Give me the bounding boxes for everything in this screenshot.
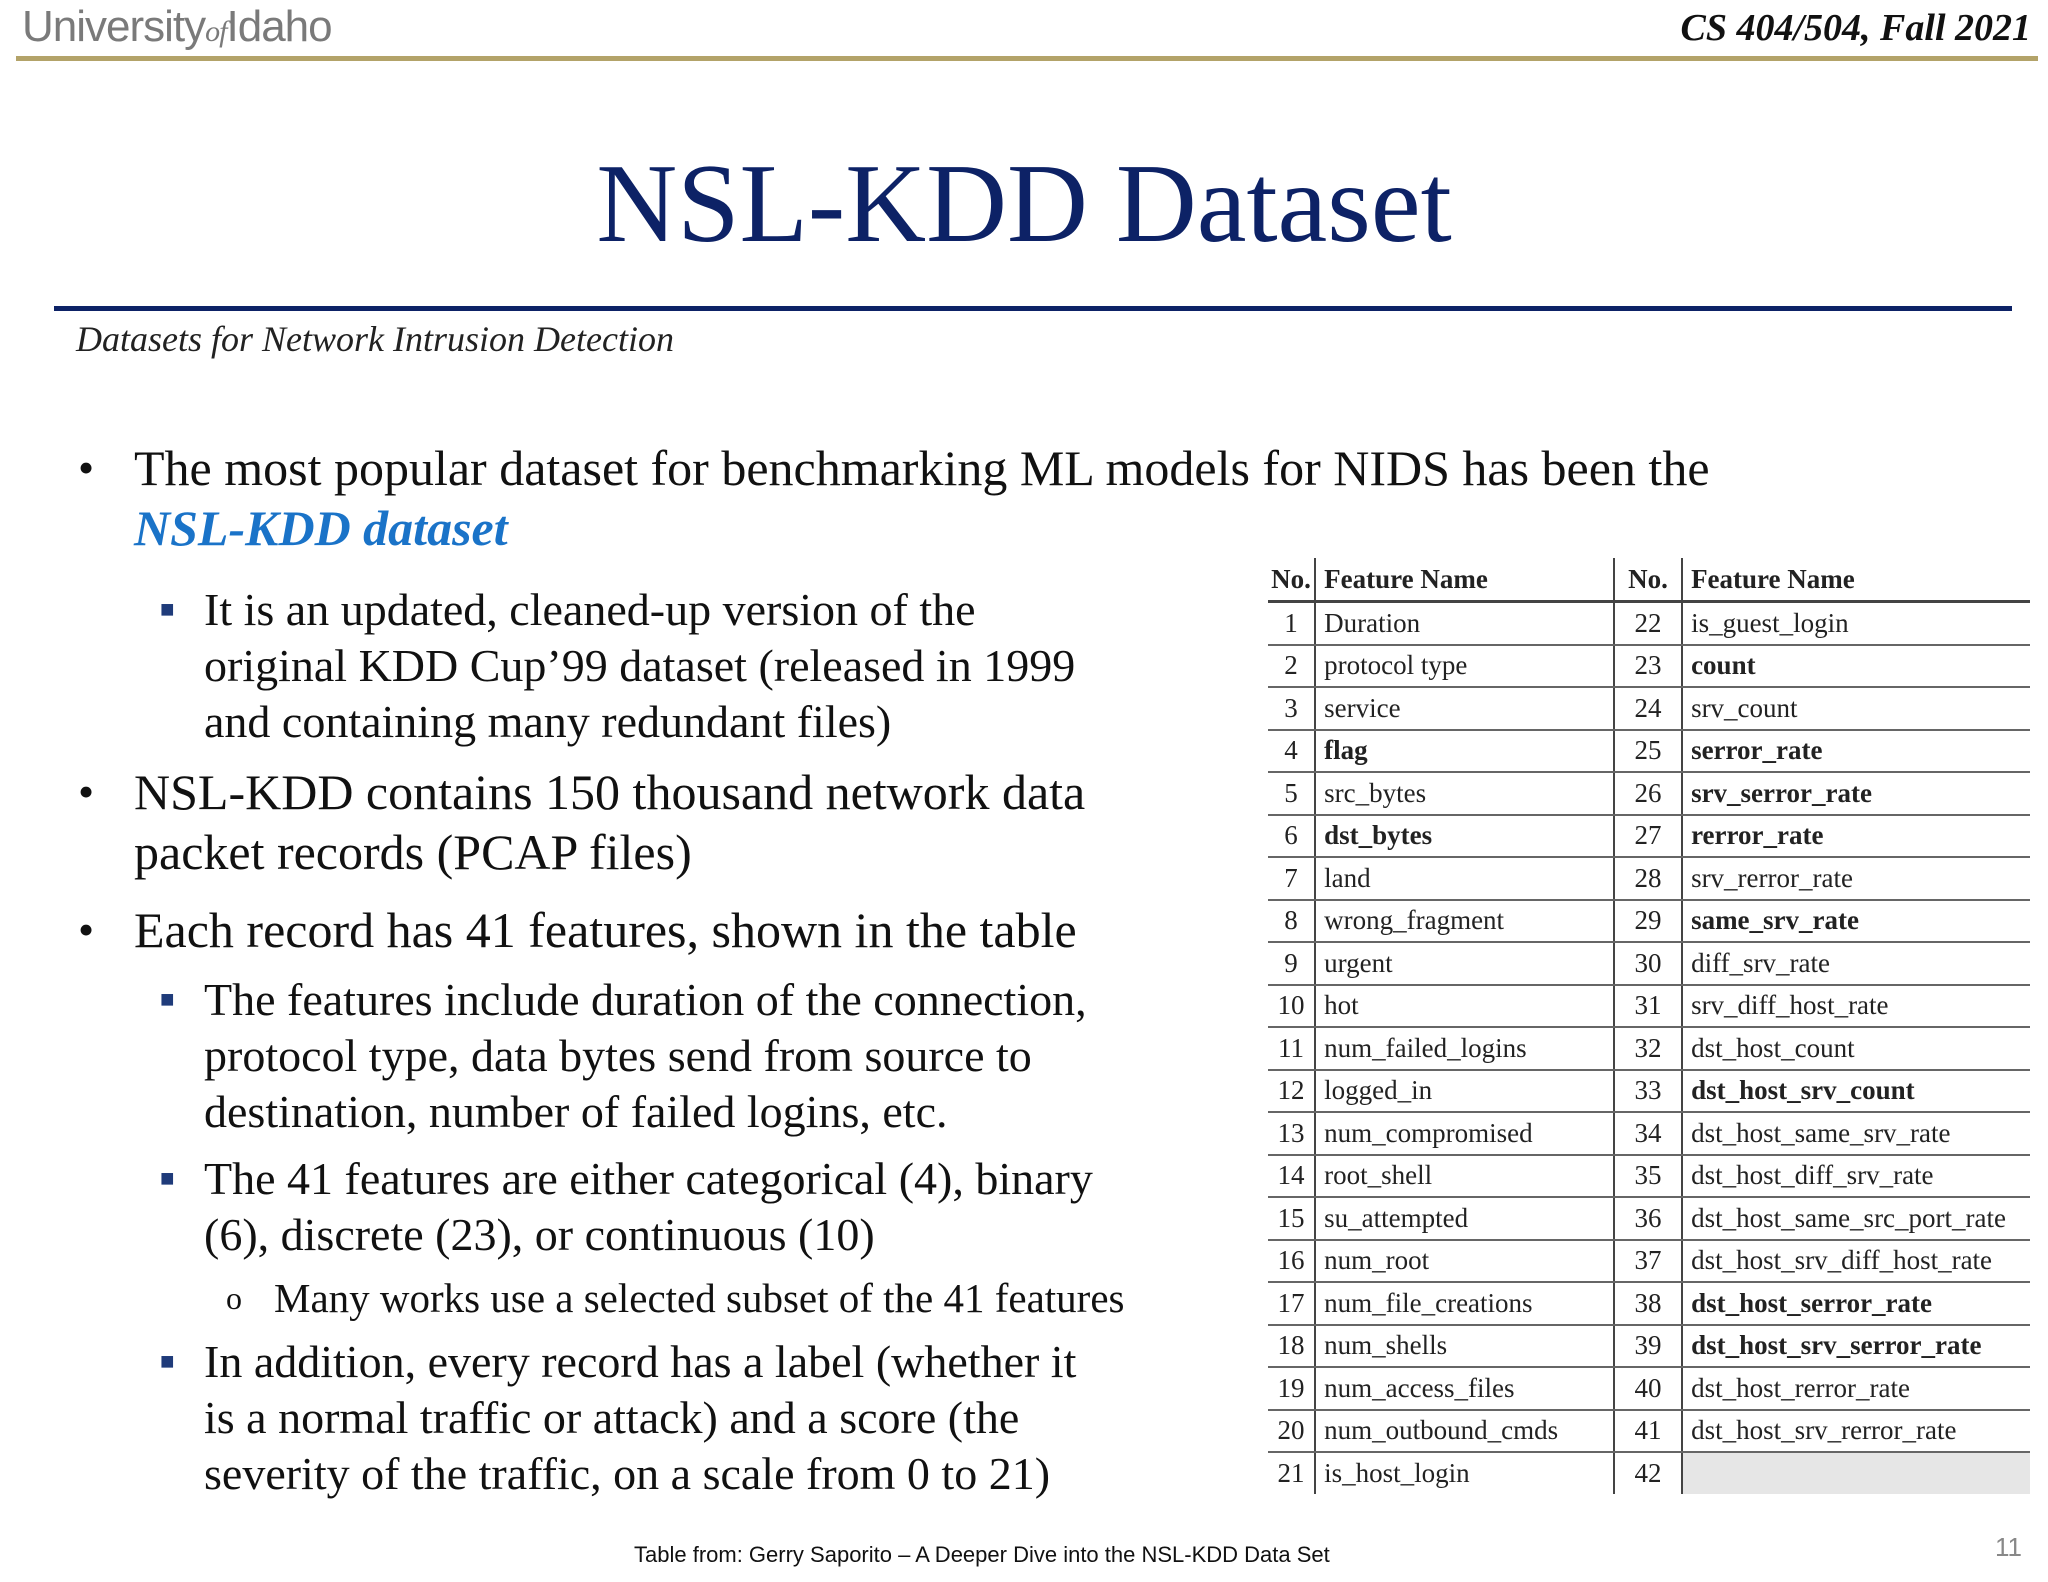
square-bullet-icon: ■ (160, 1166, 175, 1192)
feature-name-cell: rerror_rate (1682, 815, 2030, 858)
feature-name-cell: land (1315, 857, 1614, 900)
feature-number-cell: 15 (1268, 1197, 1315, 1240)
feature-name-cell: dst_host_srv_count (1682, 1070, 2030, 1113)
bullet-line: The 41 features are either categorical (4), binary (204, 1153, 1093, 1204)
feature-name-cell: is_host_login (1315, 1452, 1614, 1494)
feature-name-cell: urgent (1315, 942, 1614, 985)
table-row (1268, 1282, 2030, 1325)
bullet-1 (78, 438, 1994, 558)
feature-name-cell: dst_host_srv_rerror_rate (1682, 1410, 2030, 1453)
feature-number-cell: 5 (1268, 772, 1315, 815)
bullet-line: Many works use a selected subset of the 41 features (274, 1275, 1125, 1321)
feature-name-cell: num_compromised (1315, 1112, 1614, 1155)
feature-name-cell: num_outbound_cmds (1315, 1410, 1614, 1453)
logo-word-idaho: Idaho (226, 2, 332, 51)
header-divider (16, 56, 2038, 61)
table-row (1268, 1027, 2030, 1070)
feature-name-cell: dst_host_srv_serror_rate (1682, 1325, 2030, 1368)
feature-number-cell: 11 (1268, 1027, 1315, 1070)
feature-number-cell: 12 (1268, 1070, 1315, 1113)
table-row (1268, 1240, 2030, 1283)
feature-number-cell: 14 (1268, 1155, 1315, 1198)
feature-name-cell: dst_host_srv_diff_host_rate (1682, 1240, 2030, 1283)
table-row (1268, 815, 2030, 858)
bullet-line: destination, number of failed logins, etc. (204, 1086, 948, 1137)
table-row (1268, 1155, 2030, 1198)
feature-name-cell: wrong_fragment (1315, 900, 1614, 943)
feature-number-cell: 9 (1268, 942, 1315, 985)
slide-title: NSL-KDD Dataset (596, 142, 1452, 266)
feature-number-cell: 33 (1614, 1070, 1682, 1113)
feature-name-cell: Duration (1315, 602, 1614, 645)
bullet-line: and containing many redundant files) (204, 696, 892, 747)
table-row (1268, 1197, 2030, 1240)
feature-name-cell: flag (1315, 730, 1614, 773)
feature-name-cell: srv_diff_host_rate (1682, 985, 2030, 1028)
feature-number-cell: 24 (1614, 687, 1682, 730)
feature-number-cell: 1 (1268, 602, 1315, 645)
feature-number-cell: 32 (1614, 1027, 1682, 1070)
feature-name-cell: dst_host_serror_rate (1682, 1282, 2030, 1325)
feature-name-cell: dst_host_count (1682, 1027, 2030, 1070)
feature-number-cell: 10 (1268, 985, 1315, 1028)
header-no: No. (1268, 558, 1315, 602)
bullet-line: severity of the traffic, on a scale from 0 to 21) (204, 1448, 1051, 1499)
bullet-dot-icon: • (78, 766, 95, 817)
feature-number-cell: 37 (1614, 1240, 1682, 1283)
table-row (1268, 687, 2030, 730)
feature-number-cell: 36 (1614, 1197, 1682, 1240)
page-number: 11 (1995, 1532, 2022, 1562)
bullet-3-sub-1 (160, 972, 1214, 1140)
feature-number-cell: 40 (1614, 1367, 1682, 1410)
table-row (1268, 942, 2030, 985)
feature-number-cell: 25 (1614, 730, 1682, 773)
bullet-line: packet records (PCAP files) (134, 824, 692, 880)
feature-name-cell: src_bytes (1315, 772, 1614, 815)
bullet-line: (6), discrete (23), or continuous (10) (204, 1209, 875, 1260)
bullet-1-highlight: NSL-KDD dataset (134, 500, 508, 556)
feature-number-cell: 42 (1614, 1452, 1682, 1494)
feature-number-cell: 4 (1268, 730, 1315, 773)
feature-name-cell: root_shell (1315, 1155, 1614, 1198)
feature-number-cell: 28 (1614, 857, 1682, 900)
feature-number-cell: 30 (1614, 942, 1682, 985)
bullet-line: It is an updated, cleaned-up version of the (204, 584, 976, 635)
table-row (1268, 1410, 2030, 1453)
table-row (1268, 900, 2030, 943)
bullet-line: original KDD Cup’99 dataset (released in 1999 (204, 640, 1076, 691)
bullet-line: In addition, every record has a label (whether it (204, 1336, 1077, 1387)
bullet-dot-icon: • (78, 904, 95, 955)
feature-number-cell: 13 (1268, 1112, 1315, 1155)
feature-number-cell: 38 (1614, 1282, 1682, 1325)
feature-name-cell: dst_host_rerror_rate (1682, 1367, 2030, 1410)
feature-name-cell: diff_srv_rate (1682, 942, 2030, 985)
table-header-row (1268, 558, 2030, 602)
square-bullet-icon: ■ (160, 987, 175, 1013)
feature-name-cell (1682, 1452, 2030, 1494)
university-logo (22, 2, 332, 52)
feature-name-cell: num_access_files (1315, 1367, 1614, 1410)
table-row (1268, 1325, 2030, 1368)
logo-word-of: of (205, 15, 227, 48)
bullet-dot-icon: • (78, 442, 95, 493)
bullet-line: is a normal traffic or attack) and a score (the (204, 1392, 1020, 1443)
feature-name-cell: dst_bytes (1315, 815, 1614, 858)
table-row (1268, 602, 2030, 645)
table-row (1268, 857, 2030, 900)
bullet-1-sub-1 (160, 582, 1214, 750)
title-divider (54, 306, 2012, 311)
logo-word-university: University (22, 2, 206, 51)
bullet-line: The features include duration of the connection, (204, 974, 1087, 1025)
feature-number-cell: 21 (1268, 1452, 1315, 1494)
feature-name-cell: count (1682, 645, 2030, 688)
feature-name-cell: srv_rerror_rate (1682, 857, 2030, 900)
feature-number-cell: 19 (1268, 1367, 1315, 1410)
table-source-caption: Table from: Gerry Saporito – A Deeper Dive into the NSL-KDD Data Set (634, 1542, 1330, 1567)
feature-name-cell: protocol type (1315, 645, 1614, 688)
feature-name-cell: logged_in (1315, 1070, 1614, 1113)
feature-number-cell: 3 (1268, 687, 1315, 730)
bullet-line: protocol type, data bytes send from source to (204, 1030, 1032, 1081)
header-no: No. (1614, 558, 1682, 602)
feature-number-cell: 6 (1268, 815, 1315, 858)
feature-name-cell: is_guest_login (1682, 602, 2030, 645)
feature-number-cell: 2 (1268, 645, 1315, 688)
feature-name-cell: dst_host_same_srv_rate (1682, 1112, 2030, 1155)
feature-number-cell: 26 (1614, 772, 1682, 815)
feature-number-cell: 17 (1268, 1282, 1315, 1325)
feature-number-cell: 18 (1268, 1325, 1315, 1368)
bullet-3-sub-3 (160, 1334, 1214, 1502)
feature-name-cell: serror_rate (1682, 730, 2030, 773)
feature-number-cell: 27 (1614, 815, 1682, 858)
feature-name-cell: srv_serror_rate (1682, 772, 2030, 815)
feature-name-cell: srv_count (1682, 687, 2030, 730)
table-body (1268, 602, 2030, 1494)
feature-name-cell: su_attempted (1315, 1197, 1614, 1240)
feature-name-cell: dst_host_same_src_port_rate (1682, 1197, 2030, 1240)
feature-number-cell: 7 (1268, 857, 1315, 900)
feature-number-cell: 41 (1614, 1410, 1682, 1453)
feature-name-cell: hot (1315, 985, 1614, 1028)
header-feature-name: Feature Name (1682, 558, 2030, 602)
feature-name-cell: service (1315, 687, 1614, 730)
table-row (1268, 1367, 2030, 1410)
table-row (1268, 1452, 2030, 1494)
bullet-line: NSL-KDD contains 150 thousand network data (134, 764, 1086, 820)
feature-number-cell: 23 (1614, 645, 1682, 688)
circle-bullet-icon: o (226, 1280, 242, 1316)
table-row (1268, 1070, 2030, 1113)
feature-name-cell: num_failed_logins (1315, 1027, 1614, 1070)
square-bullet-icon: ■ (160, 597, 175, 623)
feature-number-cell: 8 (1268, 900, 1315, 943)
feature-table (1268, 558, 2030, 1494)
table-row (1268, 730, 2030, 773)
feature-name-cell: same_srv_rate (1682, 900, 2030, 943)
feature-number-cell: 31 (1614, 985, 1682, 1028)
feature-number-cell: 39 (1614, 1325, 1682, 1368)
feature-number-cell: 20 (1268, 1410, 1315, 1453)
bullet-3-sub-2-sub-1 (226, 1272, 1234, 1324)
feature-number-cell: 16 (1268, 1240, 1315, 1283)
feature-number-cell: 29 (1614, 900, 1682, 943)
feature-number-cell: 34 (1614, 1112, 1682, 1155)
table-row (1268, 1112, 2030, 1155)
table-row (1268, 772, 2030, 815)
slide-subtitle: Datasets for Network Intrusion Detection (76, 319, 674, 359)
table-row (1268, 985, 2030, 1028)
bullet-3-text: Each record has 41 features, shown in the table (134, 902, 1077, 958)
bullet-1-text: The most popular dataset for benchmarking ML models for NIDS has been the (134, 440, 1710, 496)
feature-name-cell: num_shells (1315, 1325, 1614, 1368)
feature-name-cell: num_root (1315, 1240, 1614, 1283)
feature-number-cell: 22 (1614, 602, 1682, 645)
bullet-3-sub-2 (160, 1151, 1214, 1263)
course-label: CS 404/504, Fall 2021 (1680, 7, 2031, 49)
square-bullet-icon: ■ (160, 1349, 175, 1375)
header-feature-name: Feature Name (1315, 558, 1614, 602)
feature-number-cell: 35 (1614, 1155, 1682, 1198)
table-row (1268, 645, 2030, 688)
feature-name-cell: dst_host_diff_srv_rate (1682, 1155, 2030, 1198)
feature-name-cell: num_file_creations (1315, 1282, 1614, 1325)
